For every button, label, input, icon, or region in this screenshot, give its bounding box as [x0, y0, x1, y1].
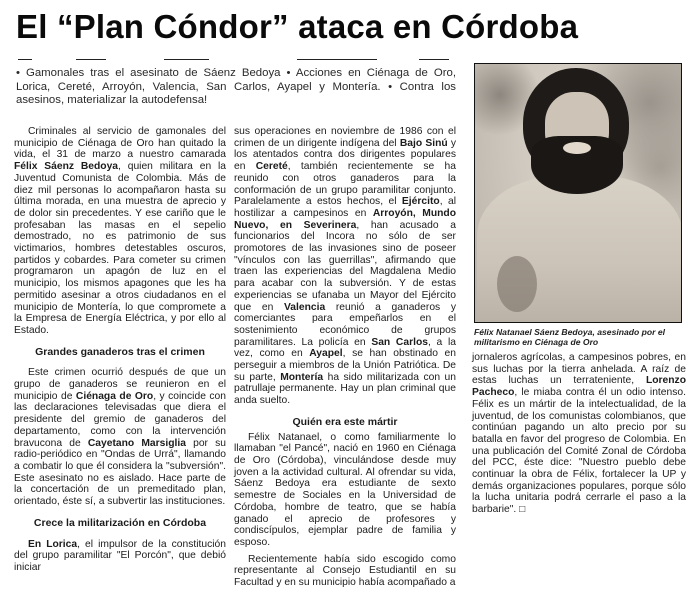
- column-2: [234, 126, 456, 589]
- paragraph: Criminales al servicio de gamonales del municipio de Ciénaga de Oro han quitado la vida, el 31 de marzo a nuestro camarada Félix Sáenz Bedoya, quien militara en la Juventud Comunista de Colombia. Más de diez mil personas lo acompañaron hasta su última morada, en una muestra de aprecio y de dolor sin precedentes. Y ese cariño que le profesaban las masas en el sepelio demostrado, no es patrimonio de sus victimarios, hombres detestables oscuros, partidos y cobardes. Para cometer su crimen programaron un apagón de luz en el municipio, los mismos apagones que les ha permitido asesinar a otros ciudadanos en el municipio de Montería, lo que compromete a la Empresa de Energía Eléctrica, y por ello al Estado.: [14, 126, 226, 336]
- column-1: [14, 126, 226, 574]
- deck-top-rules: [14, 59, 454, 61]
- paragraph: jornaleros agrícolas, a campesinos pobres, en sus luchas por la tierra anhelada. A raíz de estas luchas un terrateniente, Lorenzo Pacheco, le miaba contra él un odio intenso. Félix es un mártir de la intelectualidad, de la juventud, de los comunistas colombianos, que continúan pagando un alto precio por su batalla en favor del progreso de Colombia. En una publicación del Comité Zonal de Córdoba del PCC, éste dice: "Nuestro pueblo debe continuar la obra de Félix, fortalecer la UP y demás organizaciones populares, porque sólo la lucha unitaria podrá cerrarle el paso a la barbarie". □: [472, 352, 686, 516]
- paragraph: Félix Natanael, o como familiarmente lo llamaban "el Pancé", nació en 1960 en Ciénaga de Oro (Córdoba), vinculándose desde muy joven a la actividad cultural. Al ofrendar su vida, Sáenz Bedoya era estudiante de sexto semestre de Sociales en la Universidad de Córdoba, hombre de teatro, que se había ganado el aprecio de profesores y condiscípulos, ejemplar padre de familia y esposo.: [234, 431, 456, 548]
- subhead-martir: Quién era este mártir: [292, 415, 398, 428]
- paragraph: Recientemente había sido escogido como representante al Consejo Estudiantil en su Facultad y en su municipio había acompañado a: [234, 553, 456, 589]
- portrait-photo: [474, 63, 682, 323]
- photo-caption: Félix Natanael Sáenz Bedoya, asesinado por el militarismo en Ciénaga de Oro: [474, 327, 666, 348]
- article-deck: • Gamonales tras el asesinato de Sáenz Bedoya • Acciones en Ciénaga de Oro, Lorica, Cereté, Arroyón, Valencia, San Carlos, Ayapel y Montería. • Contra los asesinos, materializar la autodefensa!: [16, 67, 456, 107]
- headline: El “Plan Cóndor” ataca en Córdoba: [16, 8, 579, 45]
- paragraph: En Lorica, el impulsor de la constitución del grupo paramilitar "El Porcón", que debió iniciar: [14, 538, 226, 573]
- paragraph: sus operaciones en noviembre de 1986 con el crimen de un dirigente indígena del Bajo Sinú y los atentados contra dos dirigentes populares en Cereté, también recientemente se ha reunido con otros ganaderos para la conformación de un grupo paramilitar conjunto. Paralelamente a estos hechos, el Ejército, al hostilizar a campesinos en Arroyón, Mundo Nuevo, en Severinera, han acusado a funcionarios del Incora no sólo de ser promotores de las invasiones sino de poseer "vínculos con las guerrillas", afirmando que traen las experiencias del Magdalena Medio para acabar con la subversión. Y de estas experiencias se ufanaba un Mayor del Ejército que en Valencia reunió a ganaderos y comerciantes para empeñarlos en el sostenimiento económico de grupos paramilitares. La policía en San Carlos, a la vez, como en Ayapel, se han obstinado en perseguir a miembros de la Unión Patriótica. De su parte, Montería ha sido militarizada con un patrullaje permanente. Hay un plan criminal que anda suelto.: [234, 126, 457, 407]
- subhead-ganaderos: Grandes ganaderos tras el crimen: [35, 345, 205, 358]
- subhead-militarizacion: Crece la militarización en Córdoba: [33, 516, 207, 529]
- paragraph: Este crimen ocurrió después de que un grupo de ganaderos se reunieron en el municipio de Ciénaga de Oro, y coincide con las declaraciones televisadas que diera el presidente del gremio de ganaderos del departamento, como con la intervención bravucona de Cayetano Marsiglia por su radio-periódico en "Ondas de Urrá", llamando a combatir lo que él considera la "subversión". Este asesinato no es aislado. Hace parte de la concertación de un premeditado plan, orientado, éste sí, a subvertir las instituciones.: [14, 367, 227, 508]
- column-3: [472, 352, 686, 516]
